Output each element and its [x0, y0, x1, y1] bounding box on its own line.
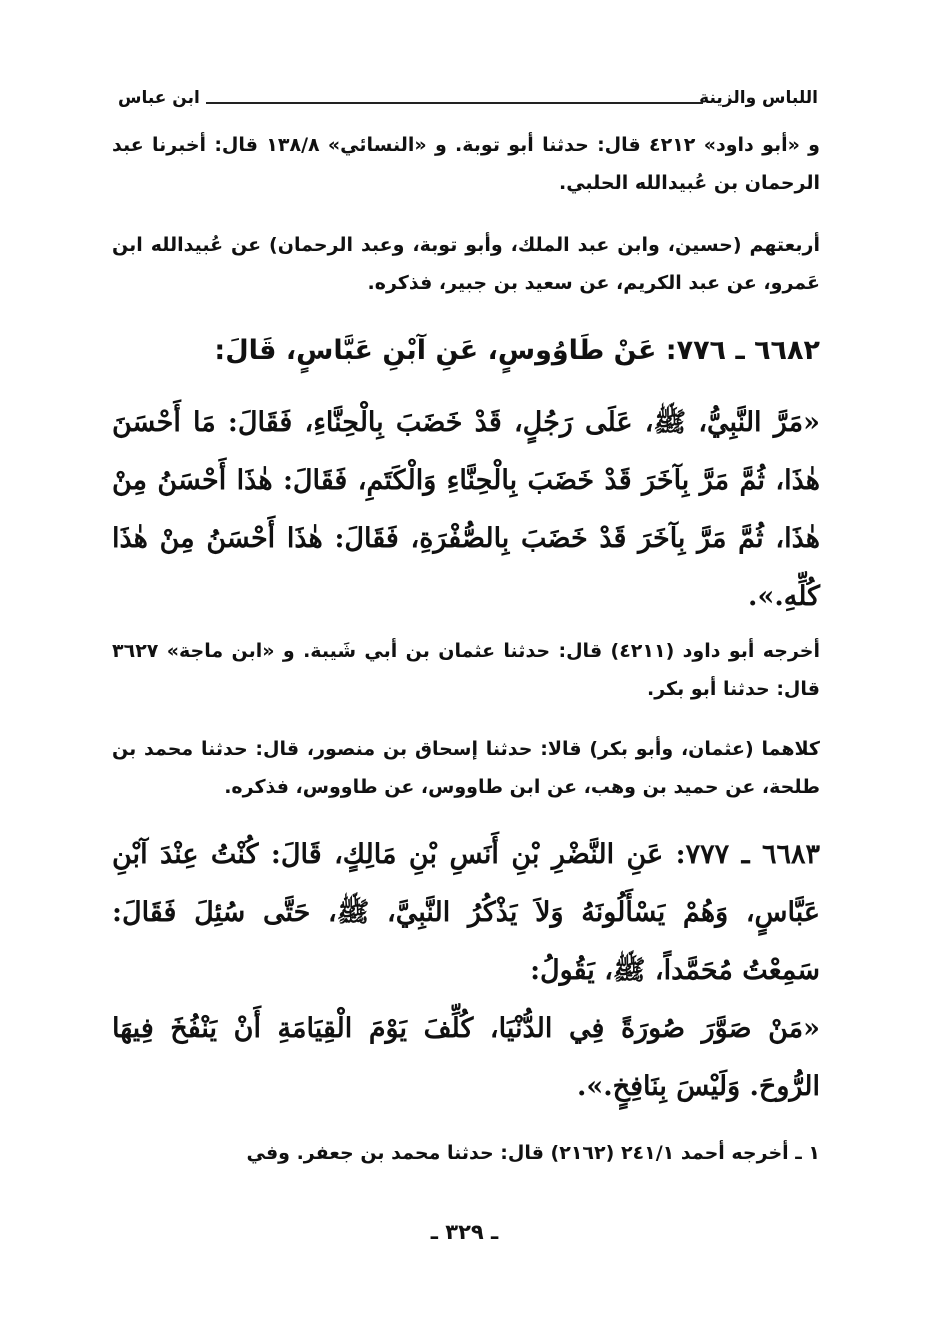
section-title: ابن عباس [118, 86, 206, 110]
header-rule [198, 102, 703, 104]
hadith-text-6683: «مَنْ صَوَّرَ صُورَةً فِي الدُّنْيَا، كُلِّفَ يَوْمَ الْقِيَامَةِ أَنْ يَنْفُخَ فِيهَا الرُّوحَ. وَلَيْسَ بِنَافِخٍ.». [112, 1013, 820, 1102]
page-number: ـ ٣٢٩ ـ [430, 1220, 499, 1244]
paragraph-chain-1: أربعتهم (حسين، وابن عبد الملك، وأبو توبة، وعبد الرحمان) عن عُبيدالله ابن عَمرو، عن عبد الكريم، عن سعيد بن جبير، فذكره. [112, 234, 820, 294]
paragraph-source-2: أخرجه أبو داود (٤٢١١) قال: حدثنا عثمان بن أبي شَيبة. و «ابن ماجة» ٣٦٢٧ قال: حدثنا أبو بكر. [112, 640, 821, 700]
footnote-line: ١ ـ أخرجه أحمد ٢٤١/١ (٢١٦٢) قال: حدثنا محمد بن جعفر. وفي [246, 1142, 820, 1164]
hadith-heading-6682: ٦٦٨٢ ـ ٧٧٦: عَنْ طَاوُوسٍ، عَنِ آبْنِ عَبَّاسٍ، قَالَ: [214, 335, 820, 366]
running-header [118, 86, 818, 114]
paragraph-source-1: و «أبو داود» ٤٢١٢ قال: حدثنا أبو توبة. و «النسائي» ١٣٨/٨ قال: أخبرنا عبد الرحمان بن عُبيدالله الحلبي. [112, 134, 820, 194]
hadith-text-6682: «مَرَّ النَّبِيُّ، ﷺ، عَلَى رَجُلٍ، قَدْ خَضَبَ بِالْحِنَّاءِ، فَقَالَ: مَا أَحْسَنَ هٰذَا، ثُمَّ مَرَّ بِآخَرَ قَدْ خَضَبَ بِالْحِنَّاءِ وَالْكَتَمِ، فَقَالَ: هٰذَا أَحْسَنُ مِنْ هٰذَا، ثُمَّ مَرَّ بِآخَرَ قَدْ خَضَبَ بِالصُّفْرَةِ، فَقَالَ: هٰذَا أَحْسَنُ مِنْ هٰذَا كُلِّهِ.». [112, 407, 820, 612]
paragraph-chain-2: كلاهما (عثمان، وأبو بكر) قالا: حدثنا إسحاق بن منصور، قال: حدثنا محمد بن طلحة، عن حميد بن وهب، عن ابن طاووس، عن طاووس، فذكره. [112, 738, 820, 798]
hadith-heading-6683: ٦٦٨٣ ـ ٧٧٧: عَنِ النَّضْرِ بْنِ أَنَسِ بْنِ مَالِكٍ، قَالَ: كُنْتُ عِنْدَ آبْنِ عَبَّاسٍ، وَهُمْ يَسْأَلُونَهُ وَلاَ يَذْكُرُ النَّبِيَّ، ﷺ، حَتَّى سُئِلَ فَقَالَ: سَمِعْتُ مُحَمَّداً، ﷺ، يَقُولُ: [112, 839, 820, 986]
chapter-title: اللباس والزينة [693, 86, 818, 110]
